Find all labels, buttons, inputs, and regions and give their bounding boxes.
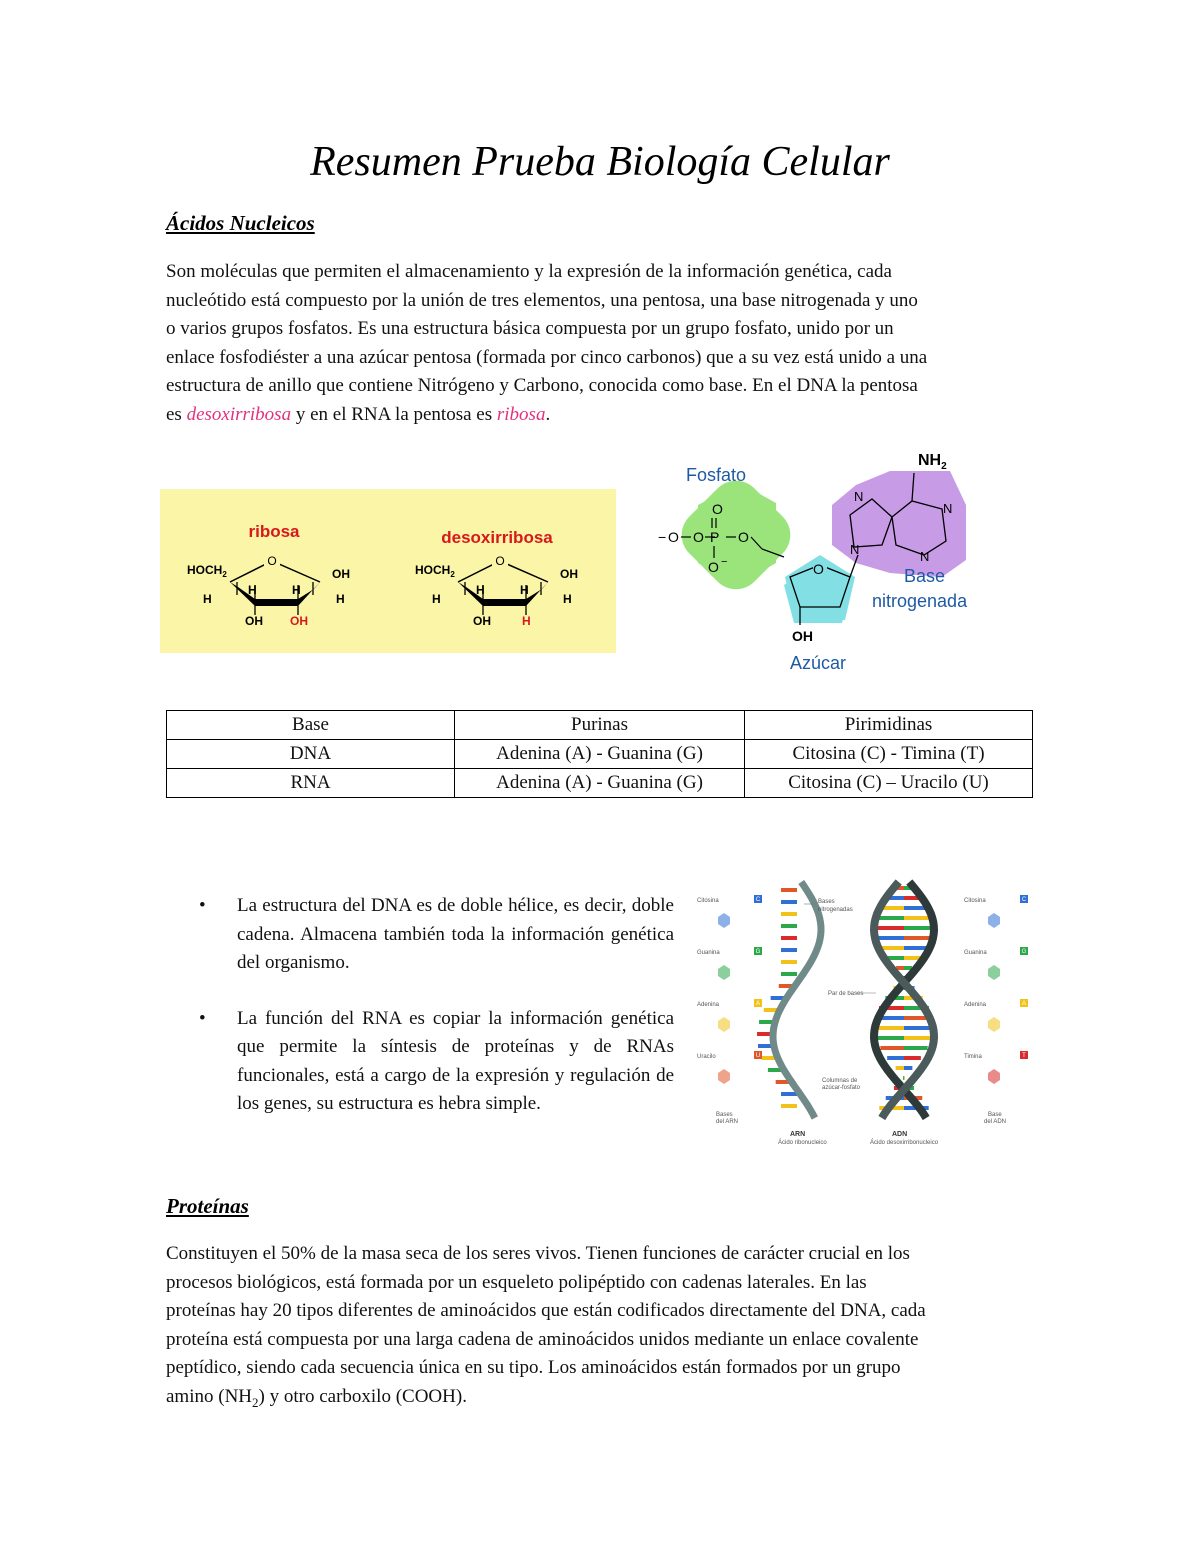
table-cell: Citosina (C) - Timina (T) (745, 740, 1033, 769)
rna-base-mark (781, 972, 797, 976)
nitrogen-bases-label: nitrogenadas (818, 907, 853, 913)
dna-bases-caption: del ADN (984, 1119, 1007, 1125)
sugars-figure (160, 489, 616, 653)
dna-rna-diagram (692, 876, 1037, 1150)
table-header-cell: Base (167, 711, 455, 740)
sugar-phosphate-label: azúcar-fosfato (822, 1085, 861, 1091)
phosphate-shape (671, 470, 801, 600)
nucleotide-figure (650, 445, 1010, 675)
nitrogen: N (943, 501, 953, 516)
dna-base-mark (888, 956, 904, 960)
table-cell: RNA (167, 769, 455, 798)
text-fragment: ) y otro carboxilo (COOH). (258, 1385, 467, 1407)
ring-oxygen: O (813, 561, 824, 577)
oh-label: OH (332, 567, 350, 581)
table-cell: DNA (167, 740, 455, 769)
nitrogen: N (920, 549, 930, 564)
oh-highlight-label: OH (290, 614, 308, 628)
rna-base-mark (781, 900, 797, 904)
legend-molecule (988, 965, 1000, 980)
hoch2-label: $HOCH_2$ (187, 563, 227, 579)
legend-base-name: Adenina (964, 1002, 987, 1008)
rna-bases-caption: Bases (716, 1112, 733, 1118)
legend-base-name: Guanina (964, 950, 987, 956)
dna-base-mark (904, 1046, 928, 1050)
legend-base-name: Guanina (697, 950, 720, 956)
arn-sub-label: Ácido ribonucleico (778, 1140, 827, 1146)
dna-bases-caption: Base (988, 1112, 1002, 1118)
section-heading-acidos-nucleicos: Ácidos Nucleicos (166, 211, 315, 235)
phosphate-label: Fosfato (686, 465, 747, 485)
dna-base-mark (880, 1046, 904, 1050)
h-label: H (563, 592, 572, 606)
legend-molecule (988, 1069, 1000, 1084)
proteins-paragraph (166, 1240, 1033, 1417)
section-heading-proteinas: Proteínas (166, 1194, 249, 1218)
legend-molecule (718, 1069, 730, 1084)
dna-base-mark (904, 1036, 932, 1040)
text-fragment: . (545, 403, 551, 425)
bullet-list (196, 892, 674, 1146)
nucleic-acids-paragraph (166, 258, 1033, 429)
subscript: 2 (252, 1394, 259, 1410)
sugar-phosphate-label: Columnas de (822, 1078, 858, 1084)
table-header-row (167, 711, 1033, 740)
dna-base-mark (904, 936, 932, 940)
rna-base-mark (781, 1104, 797, 1108)
base-label-line1: Base (904, 566, 946, 586)
amine-group: $NH_2$ (918, 452, 947, 472)
bullet-text: La estructura del DNA es de doble hélice, es decir, doble cadena. Almacena también toda la información genética del organismo. (237, 895, 674, 973)
paragraph-last-line (166, 1383, 1033, 1417)
table-cell: Adenina (A) - Guanina (G) (455, 769, 745, 798)
rna-base-mark (781, 936, 797, 940)
bullet-glyph: • (199, 1007, 206, 1029)
legend-base-name: Timina (964, 1054, 982, 1060)
phosphorus: P (710, 529, 720, 545)
term-ribosa: ribosa (496, 403, 546, 425)
oxygen: O (738, 529, 749, 545)
dna-base-mark (876, 936, 904, 940)
legend-base-name: Citosina (697, 898, 719, 904)
term-desoxirribosa: desoxirribosa (186, 403, 292, 425)
nitrogen-bases-label: Bases (818, 899, 835, 905)
arn-label: ARN (790, 1131, 806, 1138)
legend-base-letter: A (1021, 1001, 1027, 1007)
legend-base-letter: A (755, 1001, 761, 1007)
oh-label: OH (473, 614, 491, 628)
ring-oxygen: O (267, 554, 277, 568)
text-fragment: amino (NH (166, 1385, 253, 1407)
adn-sub-label: Ácido desoxirribonucleico (870, 1140, 939, 1146)
oh-label: OH (245, 614, 263, 628)
legend-molecule (718, 965, 730, 980)
base-label-line2: nitrogenada (872, 591, 968, 611)
rna-base-mark (781, 1092, 797, 1096)
legend-base-letter: G (1021, 949, 1027, 955)
rna-base-mark (781, 948, 797, 952)
table-header-cell: Purinas (455, 711, 745, 740)
dna-base-mark (881, 946, 904, 950)
table-header-cell: Pirimidinas (745, 711, 1033, 740)
legend-molecule (988, 1017, 1000, 1032)
ring-oxygen: O (495, 554, 505, 568)
paragraph-line: estructura de anillo que contiene Nitrógeno y Carbono, conocida como base. En el DNA la pentosa (166, 375, 918, 396)
bullet-text: La función del RNA es copiar la información genética que permite la síntesis de proteínas y de RNAs funcionales, está a cargo de la expresión y regulación de los genes, su estructura es hebra simple. (237, 1007, 674, 1114)
dna-base-mark (904, 926, 934, 930)
h-label: H (336, 592, 345, 606)
paragraph-last-line (166, 401, 1033, 430)
rna-base-mark (781, 912, 797, 916)
hydroxyl-label: OH (792, 628, 813, 644)
dna-base-mark (904, 946, 927, 950)
hoch2-label: $HOCH_2$ (415, 563, 455, 579)
rna-base-mark (781, 960, 797, 964)
figure-background (160, 489, 616, 653)
legend-molecule (988, 913, 1000, 928)
rna-bases-caption: del ARN (716, 1119, 739, 1125)
dna-base-mark (904, 1056, 921, 1060)
paragraph-line: proteínas hay 20 tipos diferentes de aminoácidos que están codificados directamente del DNA, cada (166, 1300, 926, 1321)
oxygen: O (668, 529, 679, 545)
dna-base-mark (887, 1056, 904, 1060)
sugar-label: Azúcar (790, 653, 847, 673)
adn-label: ADN (892, 1131, 908, 1138)
list-item (196, 892, 674, 978)
legend-molecule (718, 913, 730, 928)
oxygen: O (693, 529, 704, 545)
desoxirribosa-label: desoxirribosa (441, 528, 553, 547)
pentose-diagram (160, 489, 616, 653)
nitrogen: N (850, 542, 860, 557)
table-cell: Adenina (A) - Guanina (G) (455, 740, 745, 769)
nitrogen: N (854, 489, 864, 504)
oxygen: O (708, 559, 719, 575)
dna-base-mark (904, 956, 920, 960)
dna-rna-figure (692, 876, 1037, 1150)
table-cell: Citosina (C) – Uracilo (U) (745, 769, 1033, 798)
legend-molecule (718, 1017, 730, 1032)
h-label: H (476, 583, 485, 597)
legend-base-letter: T (1022, 1053, 1026, 1059)
legend-base-letter: C (755, 897, 761, 903)
legend-base-name: Uracilo (697, 1054, 716, 1060)
nucleotide-diagram (650, 445, 1010, 675)
legend-base-name: Citosina (964, 898, 986, 904)
legend-base-name: Adenina (697, 1002, 720, 1008)
h-label: H (248, 583, 257, 597)
paragraph-line: nucleótido está compuesto por la unión de tres elementos, una pentosa, una base nitrogenada y uno (166, 289, 918, 311)
minus: − (721, 556, 728, 568)
rna-base-mark (781, 924, 797, 928)
rna-base-mark (781, 888, 797, 892)
oxygen: O (712, 501, 723, 517)
base-pair-label: Par de bases (828, 991, 864, 997)
paragraph-line: Constituyen el 50% de la masa seca de los seres vivos. Tienen funciones de carácter crucial en los (166, 1243, 910, 1264)
dna-base-mark (904, 1076, 905, 1080)
paragraph-line: enlace fosfodiéster a una azúcar pentosa (formada por cinco carbonos) que a su vez está unido a una (166, 346, 928, 368)
dna-base-mark (874, 926, 904, 930)
paragraph-line: Son moléculas que permiten el almacenamiento y la expresión de la información genética, cada (166, 261, 892, 282)
dna-base-mark (896, 1066, 904, 1070)
dna-base-mark (903, 1076, 904, 1080)
paragraph-line: o varios grupos fosfatos. Es una estructura básica compuesta por un grupo fosfato, unido por un (166, 318, 894, 339)
h-highlight-label: H (522, 614, 531, 628)
dna-bases-legend (964, 895, 1028, 1084)
paragraph-line: peptídico, siendo cada secuencia única en su tipo. Los aminoácidos están formados por un grupo (166, 1357, 901, 1378)
h-label: H (520, 583, 529, 597)
dna-base-mark (876, 1036, 904, 1040)
page-title: Resumen Prueba Biología Celular (310, 139, 890, 185)
rna-bases-legend (697, 895, 762, 1084)
table-row (167, 740, 1033, 769)
legend-base-letter: U (755, 1053, 761, 1059)
text-fragment: es (166, 403, 187, 425)
minus: − (658, 529, 667, 545)
table-row (167, 769, 1033, 798)
paragraph-line: proteína está compuesta por una larga cadena de aminoácidos unidos mediante un enlace covalente (166, 1328, 919, 1350)
h-label: H (203, 592, 212, 606)
oh-label: OH (560, 567, 578, 581)
text-fragment: y en el RNA la pentosa es (291, 403, 497, 425)
h-label: H (292, 583, 301, 597)
base-shape (832, 471, 966, 577)
paragraph-line: procesos biológicos, está formada por un esqueleto polipéptido con cadenas laterales. En las (166, 1271, 867, 1293)
dna-base-mark (904, 1066, 912, 1070)
list-item (196, 1005, 674, 1119)
bases-table (166, 710, 1033, 798)
bullet-glyph: • (199, 895, 206, 916)
h-label: H (432, 592, 441, 606)
ribosa-label: ribosa (248, 522, 300, 541)
legend-base-letter: C (1021, 897, 1027, 903)
legend-base-letter: G (755, 949, 761, 955)
